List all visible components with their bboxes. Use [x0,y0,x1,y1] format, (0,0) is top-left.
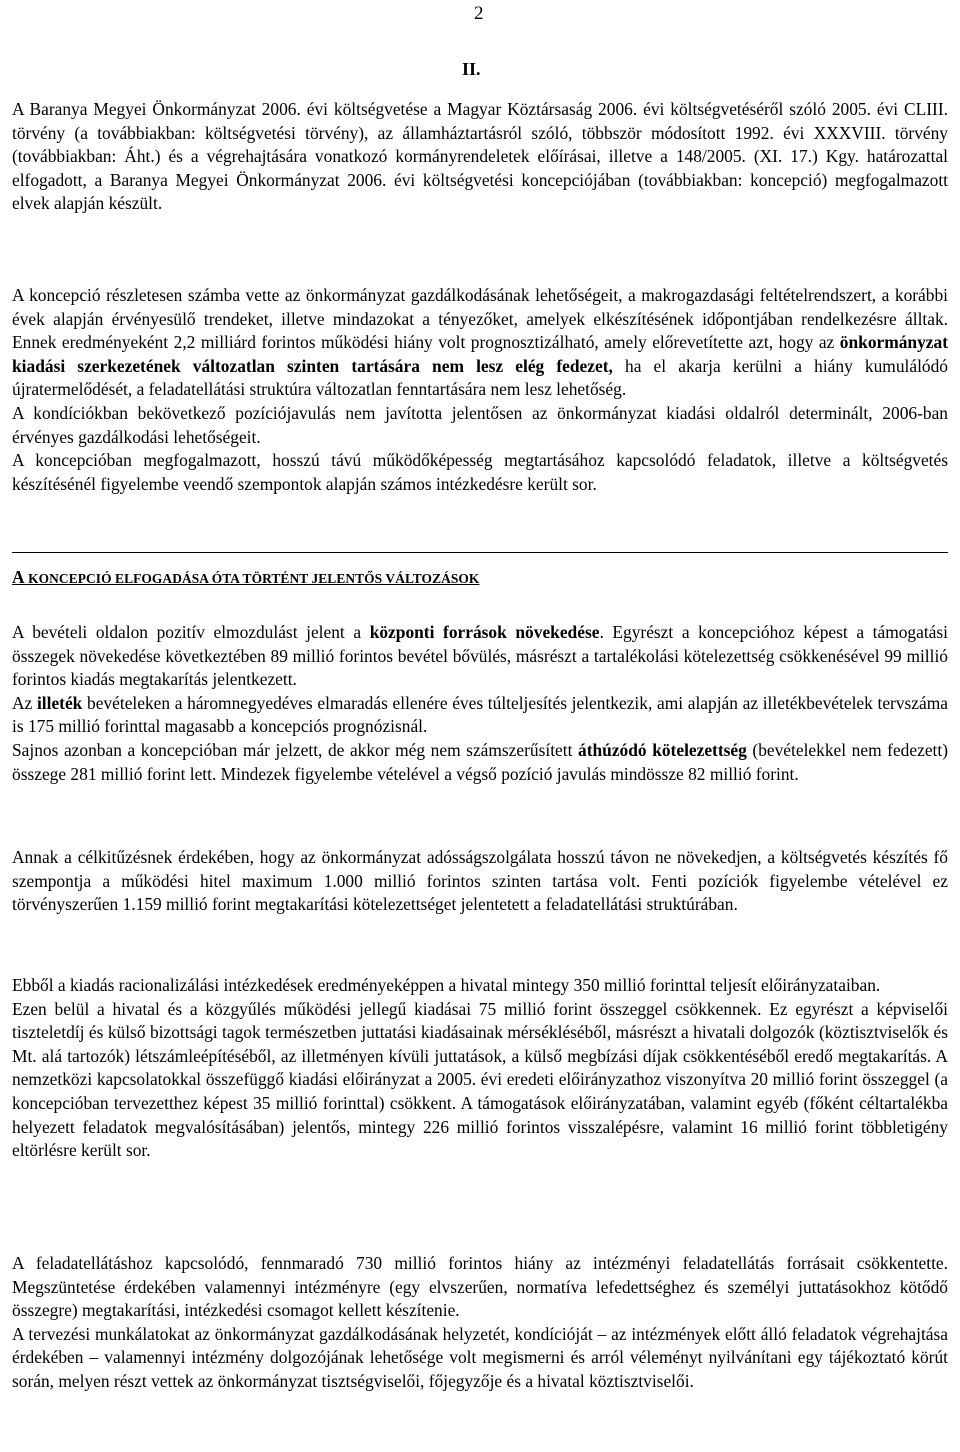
section-number: II. [462,59,481,79]
divider-line [12,552,948,553]
text-run: A bevételi oldalon pozitív elmozdulást jelent a [12,622,370,642]
paragraph-deficit: A feladatellátáshoz kapcsolódó, fennmaradó 730 millió forintos hiány az intézményi feladatellátás forrásait csökkentette. Megszüntetése érdekében valamennyi intézményre (egy elvszerűen, normatíva lefedettséghez és személyi juttatásokhoz kötődő összegre) megtakarítási, intézkedési csomagot kellett készítenie. [12,1253,948,1321]
paragraph-office-savings: Ebből a kiadás racionalizálási intézkedések eredményeképpen a hivatal mintegy 350 millió forinttal teljesít előirányzataiban. [12,975,881,995]
paragraph-obligation [12,739,948,786]
paragraph-revenue [12,621,948,692]
debt-paragraph-block [12,846,948,917]
paragraph-planning: A tervezési munkálatokat az önkormányzat gazdálkodásának helyzetét, kondícióját – az intézmények előtt álló feladatok végrehajtása érdekében – valamennyi intézmény dolgozójának lehetősége volt megismerni és arról véleményt nyilvánítani egy tájékoztató körút során, melyen részt vettek az önkormányzat tisztségviselői, főjegyzője és a hivatal köztisztviselői. [12,1323,948,1391]
bold-phrase: áthúzódó kötelezettség [578,739,747,760]
paragraph-duty [12,692,948,739]
paragraph-intro: A Baranya Megyei Önkormányzat 2006. évi költségvetése a Magyar Köztársaság 2006. évi költségvetéséről szóló 2005. évi CLIII. törvény (a továbbiakban: költségvetési törvény), az államháztartásról szóló, többször módosított 1992. évi XXXVIII. törvény (továbbiakban: Áht.) és a végrehajtására vonatkozó kormányrendeletek előírásai, illetve a 148/2005. (XI. 17.) Kgy. határozattal elfogadott, a Baranya Megyei Önkormányzat 2006. évi költségvetési koncepciójában (továbbiakban: koncepció) megfogalmazott elvek alapján készült. [12,99,948,214]
paragraph-operating-costs: Ezen belül a hivatal és a közgyűlés működési jellegű kiadásai 75 millió forint összeggel csökkennek. Ez egyrészt a képviselői tiszteletdíj és külső bizottsági tagok természetben juttatási kiadásainak mérsékléséből, másrészt a hivatali dolgozók (köztisztviselők és Mt. alá tartozók) létszámleépítéséből, az illetményen kívüli juttatások, a külső megbízási díjak csökkentéséből eredő megtakarítás. A nemzetközi kapcsolatokkal összefüggő kiadási előirányzat a 2005. évi eredeti előirányzathoz viszonyítva 20 millió forint összeggel (a koncepcióban tervezetthez képest 35 millió forinttal) csökkent. A támogatások előirányzatában, valamint egyéb (főként céltartalékba helyezett feladatok megvalósításában) jelentős, mintegy 226 millió forintos visszalépésre, valamint 16 millió forint többletigény eltörlésre került sor. [12,998,948,1161]
text-run: Az [12,692,37,713]
text-run: . Egyrészt a koncepcióhoz képest a támogatási összegek növekedése következtében 89 millió forintos bevétel bővülés, másrészt a tartalékolási kötelezettség csökkenésével 99 millió forintos kiadás megtakarítás jelentkezett. [12,622,948,690]
bold-phrase: illeték [36,692,83,713]
paragraph-concept [12,284,948,402]
text-run: A koncepció részletesen számba vette az önkormányzat gazdálkodásának lehetőségeit, a makrogazdasági feltételrendszert, a korábbi évek alapján érvényesülő trendeket, illetve mindazokat a tényezőket, amelyek elkészítésének időpontjában rendelkezésre álltak. Ennek eredményeként 2,2 milliárd forintos működési hiány volt prognosztizálható, amely előrevetítette azt, hogy az [12,285,948,353]
institution-paragraph-block [12,1252,948,1394]
paragraph-measures: A koncepcióban megfogalmazott, hosszú távú működőképesség megtartásához kapcsolódó feladatok, illetve a költségvetés készítésénél figyelembe veendő szempontok alapján számos intézkedésre került sor. [12,450,948,494]
intro-paragraph-block [12,98,948,216]
savings-paragraph-block [12,974,948,1163]
paragraph-conditions: A kondíciókban bekövetkező pozíciójavulás nem javította jelentősen az önkormányzat kiadási oldalról determinált, 2006-ban érvényes gazdálkodási lehetőségeit. [12,402,948,447]
heading-text: KONCEPCIÓ ELFOGADÁSA ÓTA TÖRTÉNT JELENTŐS VÁLTOZÁSOK [24,571,480,586]
changes-paragraph-block [12,621,948,786]
bold-phrase: központi források növekedése [369,622,600,642]
text-run: Sajnos azonban a koncepcióban már jelzett, de akkor még nem számszerűsített [12,739,578,760]
concept-paragraph-block [12,284,948,496]
heading-initial: A [12,567,25,587]
text-run: ha el akarja kerülni a hiány kumulálódó újratermelődését, a feladatellátási struktúra változatlan fenntartására nem lesz lehetőség. [12,355,948,400]
paragraph-debt: Annak a célkitűzésnek érdekében, hogy az önkormányzat adósságszolgálata hosszú távon ne növekedjen, a költségvetés készítés fő szempontja a működési hitel maximum 1.000 millió forintos szinten tartása volt. Fenti pozíciók figyelembe vételével ez törvényszerűen 1.159 millió forint megtakarítási kötelezettséget jelentetett a feladatellátási struktúrában. [12,847,948,915]
text-run: bevételeken a háromnegyedéves elmaradás ellenére éves túlteljesítés jelentkezik, ami alapján az illetékbevételek tervszáma is 175 millió forinttal magasabb a koncepciós prognózisnál. [12,692,948,737]
page-number: 2 [474,3,484,24]
text-run: (bevételekkel nem fedezett) összege 281 millió forint lett. Mindezek figyelembe vételével a végső pozíció javulás mindössze 82 millió forint. [12,739,948,784]
bold-phrase: önkormányzat kiadási szerkezetének változatlan szinten tartására nem lesz elég fedezet, [12,332,948,376]
section-heading [12,566,479,591]
